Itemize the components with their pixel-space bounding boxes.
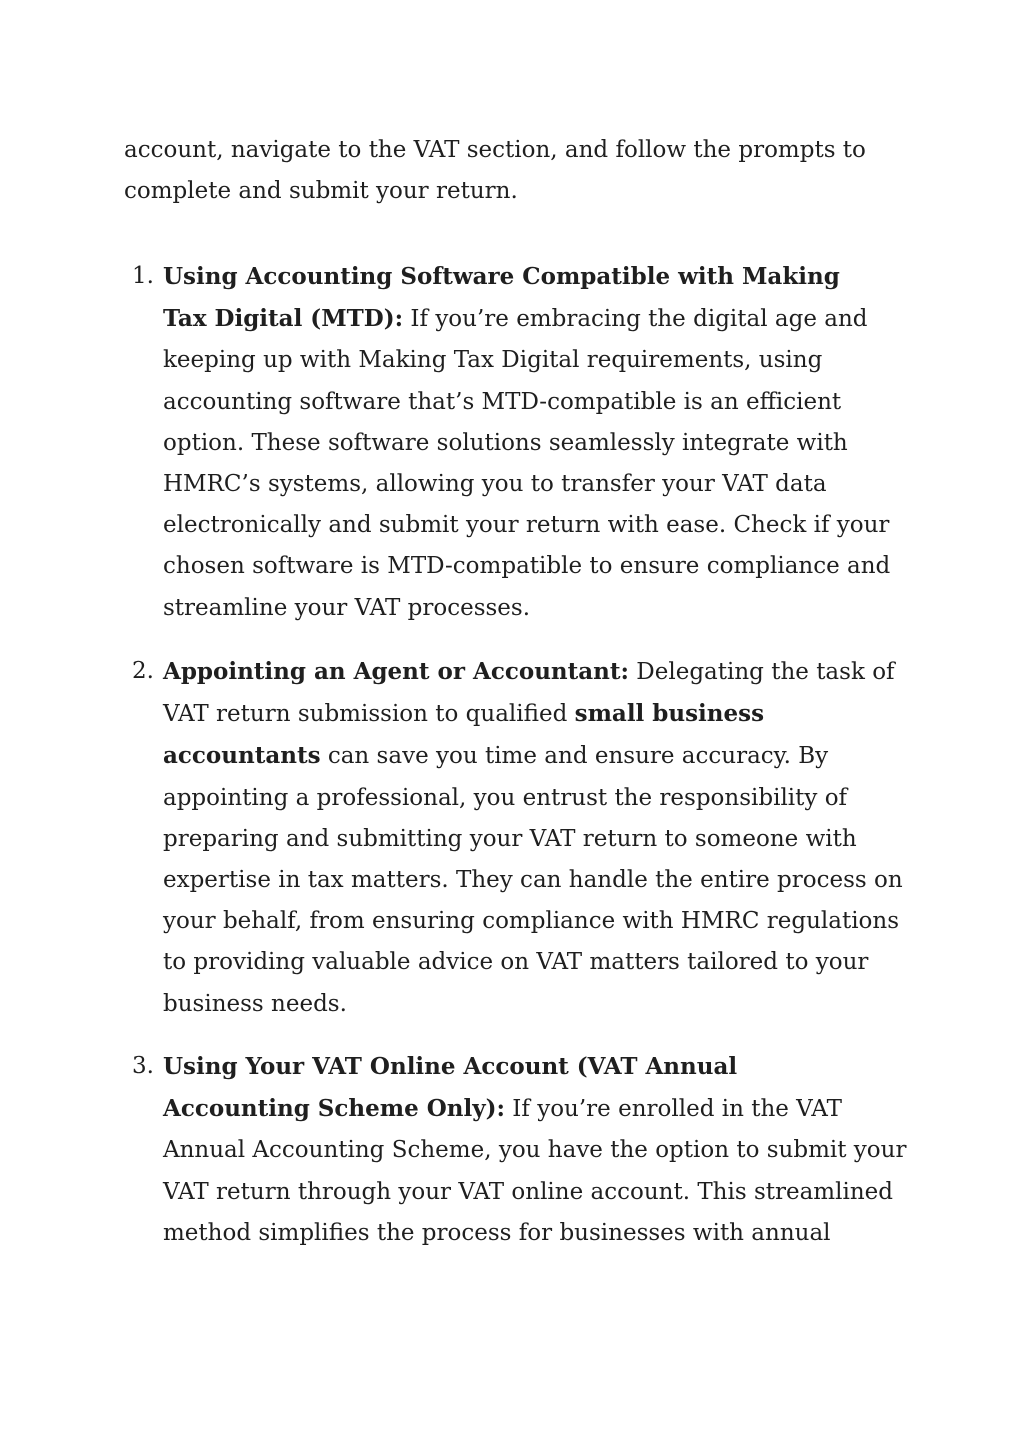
list-item-line (163, 778, 904, 819)
body-text: electronically and submit your return with ease. Check if your (163, 512, 890, 539)
body-text: option. These software solutions seamlessly integrate with (163, 429, 848, 456)
body-text: method simplifies the process for businesses with annual (163, 1219, 831, 1246)
list-item-line (163, 1046, 904, 1088)
body-text: Annual Accounting Scheme, you have the option to submit your (163, 1137, 907, 1164)
list-item-text (163, 651, 904, 1025)
list-number: 3. (132, 1053, 154, 1079)
list-item-line (163, 860, 904, 901)
body-text: business needs. (163, 990, 347, 1017)
list-item-line (163, 256, 904, 298)
bold-text: Using Accounting Software Compatible with Making (163, 263, 840, 290)
list-item-line (163, 984, 904, 1025)
list-item-line (163, 588, 904, 629)
body-text: keeping up with Making Tax Digital requirements, using (163, 347, 823, 374)
list-item-line (163, 1088, 904, 1130)
body-text: to providing valuable advice on VAT matters tailored to your (163, 949, 869, 976)
body-text: HMRC’s systems, allowing you to transfer your VAT data (163, 471, 827, 498)
list-item-line (163, 651, 904, 693)
list-item-line (163, 505, 904, 546)
body-text: preparing and submitting your VAT return to someone with (163, 825, 857, 852)
list-item-line (163, 1130, 907, 1171)
list-item-line (163, 819, 904, 860)
intro-line: account, navigate to the VAT section, and follow the prompts to (124, 137, 866, 163)
list-item-line (163, 735, 904, 777)
body-text: If you’re enrolled in the VAT (505, 1096, 842, 1123)
body-text: Delegating the task of (629, 659, 895, 685)
body-text: streamline your VAT processes. (163, 594, 531, 621)
list-item-line (163, 464, 904, 505)
body-text: can save you time and ensure accuracy. By (320, 743, 829, 770)
bold-text: Appointing an Agent or Accountant: (163, 658, 629, 685)
body-text: your behalf, from ensuring compliance with HMRC regulations (163, 908, 900, 935)
body-text: If you’re embracing the digital age and (403, 306, 868, 333)
intro-paragraph (124, 130, 904, 212)
bold-text: small business (574, 700, 765, 728)
body-text: VAT return through your VAT online account. This streamlined (163, 1178, 893, 1205)
list-item-line (163, 298, 904, 340)
bold-text: Accounting Scheme Only): (163, 1095, 505, 1123)
body-text: appointing a professional, you entrust the responsibility of (163, 784, 848, 811)
list-item-line (163, 1213, 904, 1254)
list-item-line (163, 423, 904, 464)
intro-line: complete and submit your return. (124, 178, 518, 205)
list-item-line (163, 382, 904, 423)
body-text: expertise in tax matters. They can handle the entire process on (163, 867, 903, 894)
list-item-line (163, 942, 904, 983)
list-number: 2. (132, 658, 154, 684)
bold-text: Tax Digital (MTD): (163, 305, 404, 333)
list-item-text (163, 1046, 907, 1254)
list-item-text (163, 256, 904, 629)
list-item-line (163, 901, 904, 942)
bold-text: accountants (163, 742, 321, 770)
list-item-line (163, 340, 904, 381)
list-number: 1. (132, 263, 154, 289)
body-text: accounting software that’s MTD-compatible is an efficient (163, 388, 842, 415)
body-text: chosen software is MTD-compatible to ensure compliance and (163, 553, 891, 580)
body-text: VAT return submission to qualified (163, 701, 575, 728)
list-item-line (163, 1172, 904, 1213)
list-item-line (163, 546, 904, 587)
list-item-line (163, 693, 904, 735)
bold-text: Using Your VAT Online Account (VAT Annual (163, 1053, 738, 1080)
